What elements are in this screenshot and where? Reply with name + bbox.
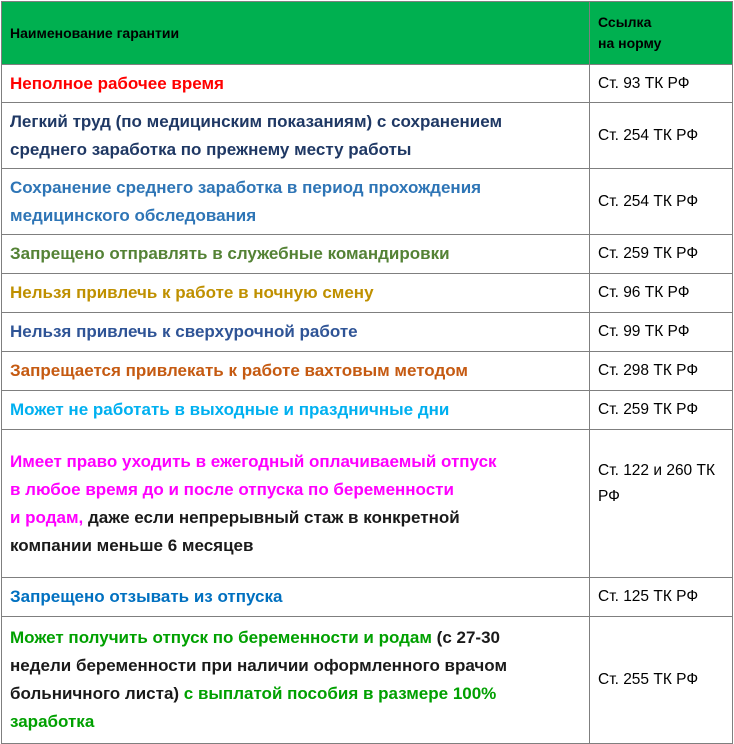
guarantee-no-night-shift: Нельзя привлечь к работе в ночную смену <box>2 274 590 313</box>
norm-reference: Ст. 99 ТК РФ <box>590 313 733 352</box>
guarantee-part-time: Неполное рабочее время <box>2 65 590 103</box>
guarantee-line: (с 27-30 <box>431 628 500 647</box>
table-row <box>2 169 733 235</box>
guarantee-no-weekend-work: Может не работать в выходные и праздничные дни <box>2 391 590 430</box>
table-row <box>2 65 733 103</box>
guarantee-line: недели беременности при наличии оформленного врачом <box>10 656 508 675</box>
norm-reference: Ст. 255 ТК РФ <box>590 617 733 744</box>
guarantee-line: Может получить отпуск по беременности и родам <box>10 628 432 647</box>
guarantee-line: в любое время до и после отпуска по беременности <box>10 479 454 499</box>
guarantee-line: компании меньше 6 месяцев <box>10 535 254 555</box>
header-norm-reference <box>590 2 733 65</box>
guarantee-no-recall-from-leave: Запрещено отзывать из отпуска <box>2 578 590 617</box>
table-row <box>2 578 733 617</box>
guarantee-no-rotation-work: Запрещается привлекать к работе вахтовым методом <box>2 352 590 391</box>
guarantee-line: с выплатой пособия в размере 100% <box>179 684 497 703</box>
table-row <box>2 313 733 352</box>
table-row <box>2 430 733 578</box>
norm-reference: Ст. 254 ТК РФ <box>590 169 733 235</box>
guarantee-line: среднего заработка по прежнему месту работы <box>10 139 412 159</box>
table-header <box>2 2 733 65</box>
guarantee-no-overtime: Нельзя привлечь к сверхурочной работе <box>2 313 590 352</box>
guarantee-annual-leave-anytime <box>2 430 590 578</box>
table-row <box>2 391 733 430</box>
norm-reference: Ст. 259 ТК РФ <box>590 235 733 274</box>
guarantee-line: медицинского обследования <box>10 205 257 225</box>
table-row <box>2 103 733 169</box>
guarantee-line: Сохранение среднего заработка в период прохождения <box>10 177 482 197</box>
guarantee-line: Имеет право уходить в ежегодный оплачиваемый отпуск <box>10 451 497 471</box>
guarantees-table <box>1 1 733 744</box>
norm-reference: Ст. 96 ТК РФ <box>590 274 733 313</box>
table-row <box>2 274 733 313</box>
guarantee-line: и родам, <box>10 507 84 527</box>
header-norm-reference-line1: Ссылка <box>598 14 652 30</box>
guarantee-no-business-trips: Запрещено отправлять в служебные командировки <box>2 235 590 274</box>
guarantee-line: Легкий труд (по медицинским показаниям) с сохранением <box>10 111 503 131</box>
header-row <box>2 2 733 65</box>
norm-reference: Ст. 122 и 260 ТК РФ <box>590 430 733 578</box>
norm-reference: Ст. 259 ТК РФ <box>590 391 733 430</box>
table-row <box>2 617 733 744</box>
guarantee-line: больничного листа) <box>10 684 180 703</box>
norm-reference: Ст. 298 ТК РФ <box>590 352 733 391</box>
guarantee-line: даже если непрерывный стаж в конкретной <box>83 507 460 527</box>
table-row <box>2 235 733 274</box>
norm-reference: Ст. 125 ТК РФ <box>590 578 733 617</box>
header-guarantee-name: Наименование гарантии <box>2 2 590 65</box>
guarantee-medical-exam-pay <box>2 169 590 235</box>
guarantee-line: заработка <box>10 712 95 731</box>
norm-reference: Ст. 254 ТК РФ <box>590 103 733 169</box>
norm-reference: Ст. 93 ТК РФ <box>590 65 733 103</box>
guarantee-maternity-leave <box>2 617 590 744</box>
guarantee-light-work <box>2 103 590 169</box>
table-row <box>2 352 733 391</box>
header-norm-reference-line2: на норму <box>598 35 662 51</box>
